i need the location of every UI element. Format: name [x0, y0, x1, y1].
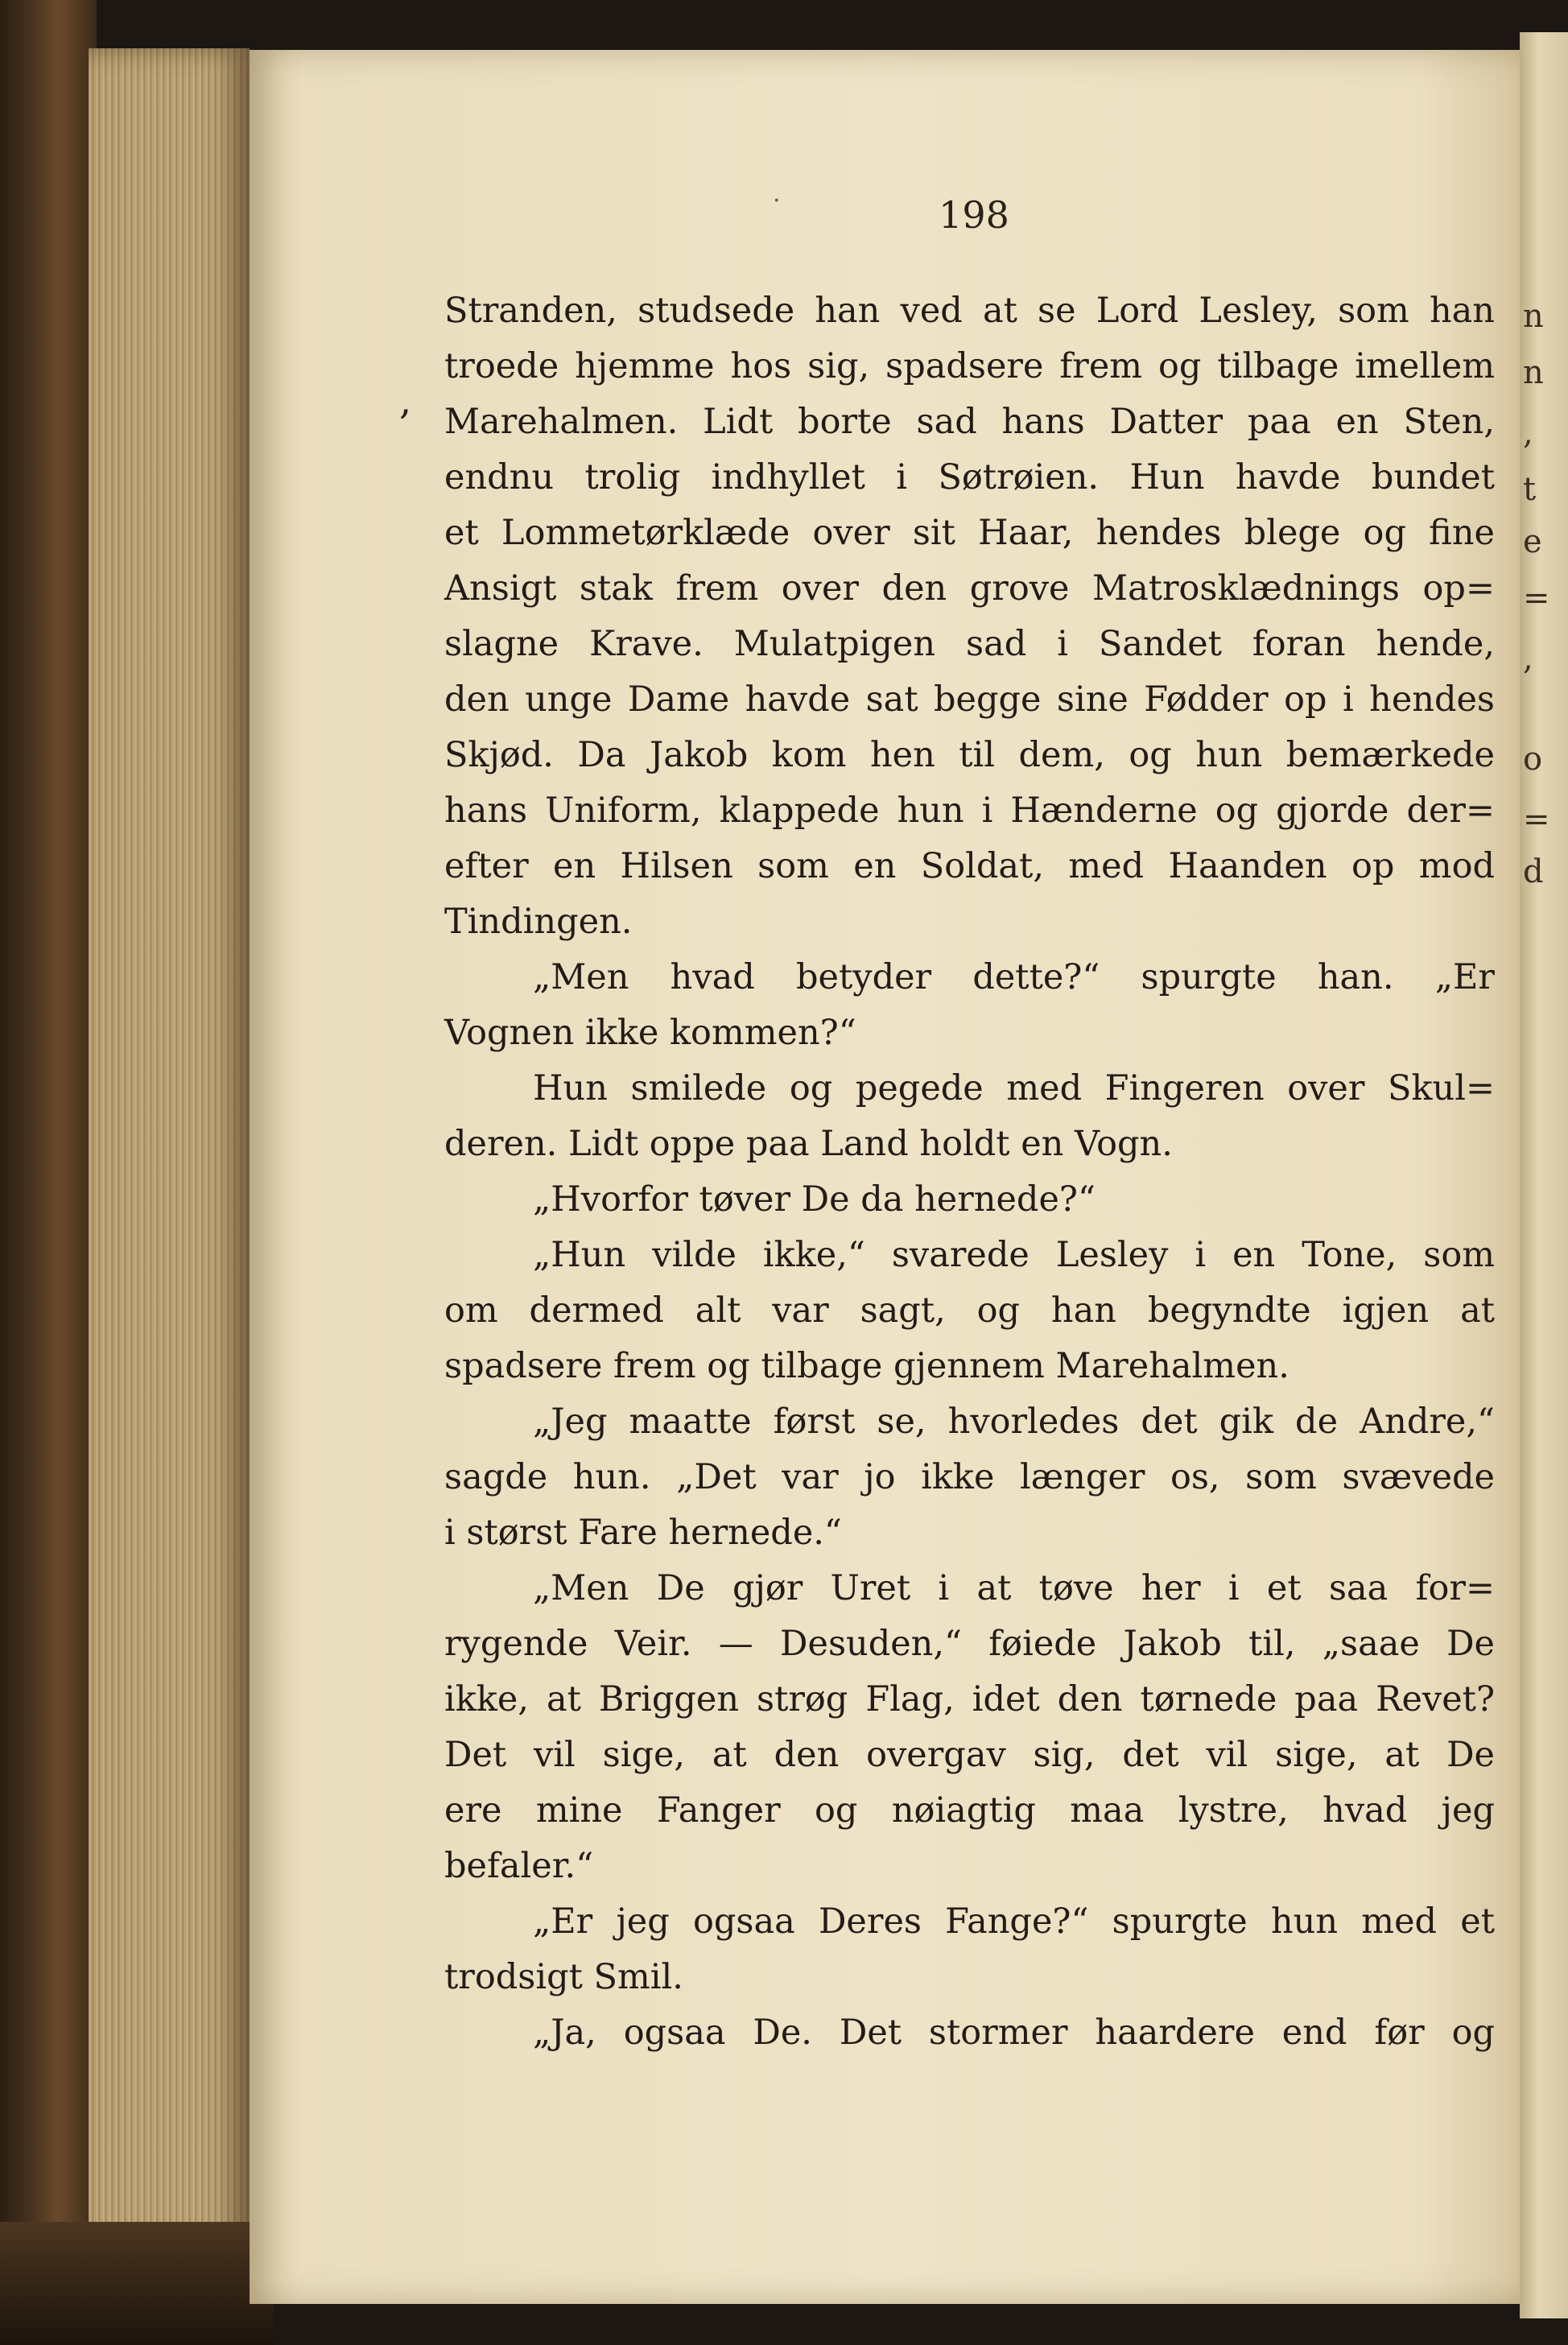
- page-number: 198: [939, 193, 1009, 237]
- ink-speck: ·: [773, 187, 781, 215]
- next-page-fragment: e: [1523, 523, 1542, 560]
- next-page-fragment: o: [1523, 741, 1543, 778]
- text-line: Skjød. Da Jakob kom hen til dem, og hun bemærkede: [444, 735, 1495, 775]
- next-page-fragment: =: [1523, 580, 1550, 617]
- book-cover-corner: [0, 2222, 274, 2345]
- text-line: rygende Veir. — Desuden,“ føiede Jakob til, „saae De: [444, 1624, 1495, 1664]
- text-line: befaler.“: [444, 1846, 594, 1886]
- text-line: Ansigt stak frem over den grove Matrosklædnings op=: [444, 568, 1495, 609]
- text-line: „Hun vilde ikke,“ svarede Lesley i en Tone, som: [533, 1235, 1495, 1275]
- next-page-fragment: =: [1523, 801, 1550, 838]
- text-line: Stranden, studsede han ved at se Lord Lesley, som han: [444, 291, 1495, 331]
- next-page-fragment: n: [1523, 354, 1544, 391]
- text-line: Marehalmen. Lidt borte sad hans Datter paa en Sten,: [444, 402, 1495, 442]
- next-page-fragment: ,: [1523, 415, 1533, 452]
- text-line: i størst Fare hernede.“: [444, 1513, 842, 1553]
- text-line: „Er jeg ogsaa Deres Fange?“ spurgte hun med et: [533, 1901, 1495, 1942]
- text-line: Vognen ikke kommen?“: [444, 1013, 856, 1053]
- text-line: den unge Dame havde sat begge sine Fødder op i hendes: [444, 679, 1495, 720]
- text-line: troede hjemme hos sig, spadsere frem og tilbage imellem: [444, 346, 1495, 386]
- text-line: om dermed alt var sagt, og han begyndte igjen at: [444, 1290, 1495, 1331]
- next-page-fragment: t: [1523, 471, 1537, 508]
- text-line: hans Uniform, klappede hun i Hænderne og gjorde der=: [444, 791, 1495, 831]
- text-line: spadsere frem og tilbage gjennem Marehalmen.: [444, 1346, 1289, 1386]
- text-line: ere mine Fanger og nøiagtig maa lystre, hvad jeg: [444, 1790, 1495, 1831]
- text-line: efter en Hilsen som en Soldat, med Haanden op mod: [444, 846, 1495, 886]
- next-page-fragment: d: [1523, 853, 1544, 890]
- text-line: „Men hvad betyder dette?“ spurgte han. „Er: [533, 957, 1495, 997]
- text-line: „Ja, ogsaa De. Det stormer haardere end før og: [533, 2013, 1495, 2053]
- page-text: [444, 283, 1495, 2061]
- text-line: slagne Krave. Mulatpigen sad i Sandet foran hende,: [444, 624, 1495, 664]
- text-line: „Hvorfor tøver De da hernede?“: [533, 1179, 1096, 1220]
- text-line: deren. Lidt oppe paa Land holdt en Vogn.: [444, 1124, 1173, 1164]
- text-line: Det vil sige, at den overgav sig, det vil sige, at De: [444, 1735, 1495, 1775]
- text-line: sagde hun. „Det var jo ikke længer os, som svævede: [444, 1457, 1495, 1497]
- next-page-fragment: ,: [1523, 640, 1533, 677]
- book-binding: [0, 0, 97, 2345]
- next-page-fragment: n: [1523, 298, 1544, 335]
- margin-mark: ,: [399, 378, 412, 423]
- text-line: Tindingen.: [444, 902, 633, 942]
- text-line: et Lommetørklæde over sit Haar, hendes blege og fine: [444, 513, 1495, 553]
- text-line: endnu trolig indhyllet i Søtrøien. Hun havde bundet: [444, 457, 1495, 497]
- text-line: „Men De gjør Uret i at tøve her i et saa for=: [533, 1568, 1495, 1608]
- page-block-edge: [89, 48, 250, 2302]
- text-line: Hun smilede og pegede med Fingeren over Skul=: [533, 1068, 1495, 1109]
- text-line: „Jeg maatte først se, hvorledes det gik de Andre,“: [533, 1402, 1495, 1442]
- text-line: ikke, at Briggen strøg Flag, idet den tørnede paa Revet?: [444, 1679, 1495, 1720]
- text-line: trodsigt Smil.: [444, 1957, 683, 1997]
